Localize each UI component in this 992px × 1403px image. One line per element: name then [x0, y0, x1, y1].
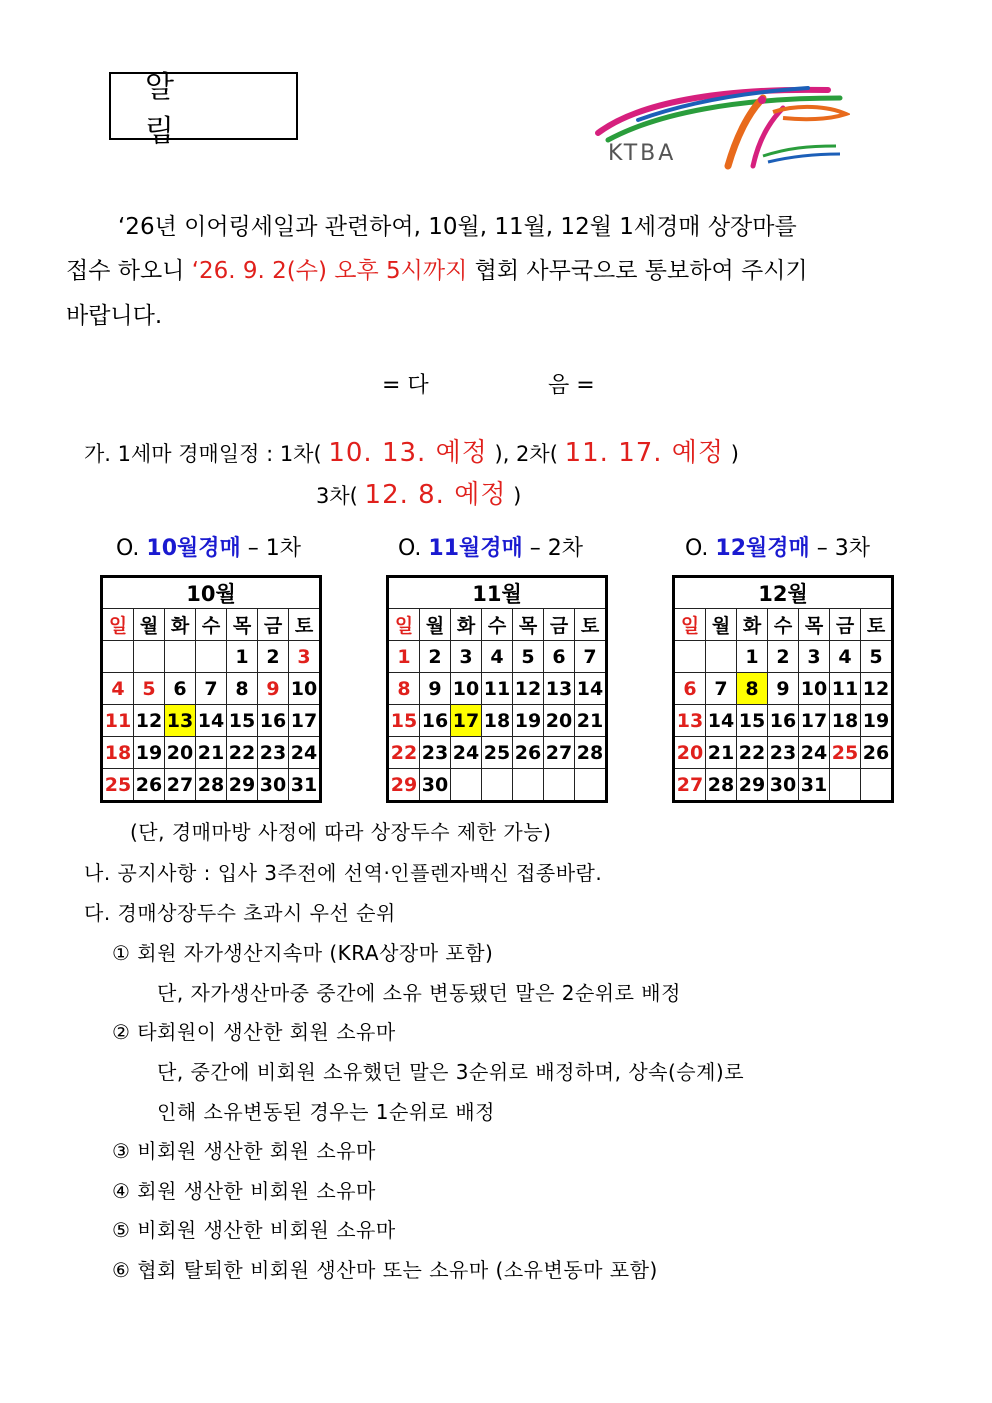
schedule-line2-end: ) [513, 484, 522, 508]
calendar-label-dec [685, 531, 870, 562]
calendar-day-cell: 20 [674, 737, 706, 769]
weekday-header: 목 [513, 609, 544, 641]
calendar-day-cell: 1 [227, 641, 258, 673]
weekday-header: 금 [258, 609, 289, 641]
intro-line-2-pre: 접수 하오니 [66, 258, 192, 284]
calendar-day-cell: 24 [289, 737, 321, 769]
calendar-day-cell: 12 [861, 673, 893, 705]
calendar-day-cell: 6 [165, 673, 196, 705]
calendar-day-cell: 11 [482, 673, 513, 705]
calendar-day-cell: 15 [388, 705, 420, 737]
schedule-date-3: 12. 8. 예정 [364, 480, 507, 510]
calendar-label-nov [398, 531, 583, 562]
calendar-day-cell: 1 [737, 641, 768, 673]
weekday-header: 일 [102, 609, 134, 641]
calendar-day-cell: 12 [513, 673, 544, 705]
calendar-label-prefix: O. [116, 536, 147, 561]
schedule-line-2 [316, 474, 521, 511]
calendar-day-cell: 27 [674, 769, 706, 802]
calendar-day-cell: 30 [258, 769, 289, 802]
calendar-day-cell: 23 [420, 737, 451, 769]
calendar-day-cell: 18 [830, 705, 861, 737]
priority-item-1: ① 회원 자가생산지속마 (KRA상장마 포함) [112, 941, 494, 965]
calendar-label-round: – 3차 [809, 536, 871, 561]
calendar-day-cell: 16 [420, 705, 451, 737]
calendar-day-cell: 6 [674, 673, 706, 705]
weekday-header: 화 [165, 609, 196, 641]
calendar-day-cell: 5 [861, 641, 893, 673]
calendar-day-cell: 15 [737, 705, 768, 737]
calendar-day-cell: 2 [420, 641, 451, 673]
calendar-day-cell: 9 [768, 673, 799, 705]
notice-title: 알 림 [109, 72, 298, 140]
calendar-day-cell [830, 769, 861, 802]
calendar-day-cell: 4 [482, 641, 513, 673]
calendar-day-cell: 2 [258, 641, 289, 673]
schedule-date-2: 11. 17. 예정 [564, 438, 725, 468]
priority-item-2-note-cont: 인해 소유변동된 경우는 1순위로 배정 [157, 1100, 495, 1124]
calendar-day-cell: 5 [134, 673, 165, 705]
auction-day-cell: 17 [451, 705, 482, 737]
calendar-day-cell: 10 [451, 673, 482, 705]
heading-left: = 다 [382, 373, 429, 398]
weekday-header: 목 [227, 609, 258, 641]
weekday-header: 화 [451, 609, 482, 641]
weekday-header: 수 [768, 609, 799, 641]
weekday-header: 수 [482, 609, 513, 641]
weekday-header: 수 [196, 609, 227, 641]
schedule-end: ) [730, 442, 739, 466]
priority-item-1-note: 단, 자가생산마중 중간에 소유 변동됐던 말은 2순위로 배정 [157, 981, 681, 1005]
calendar-day-cell: 4 [102, 673, 134, 705]
calendar-day-cell: 2 [768, 641, 799, 673]
weekday-header: 일 [674, 609, 706, 641]
calendar-day-cell: 19 [134, 737, 165, 769]
calendar-day-cell: 29 [388, 769, 420, 802]
weekday-header: 목 [799, 609, 830, 641]
calendar-day-cell: 1 [388, 641, 420, 673]
priority-item-5: ⑤ 비회원 생산한 비회원 소유마 [112, 1218, 396, 1242]
calendar-day-cell: 20 [165, 737, 196, 769]
calendar-day-cell: 30 [768, 769, 799, 802]
calendar-month-title: 12월 [674, 577, 893, 609]
calendar-day-cell: 11 [102, 705, 134, 737]
schedule-line2-pre: 3차( [316, 484, 358, 508]
calendar-day-cell [674, 641, 706, 673]
calendar-day-cell: 29 [737, 769, 768, 802]
priority-item-2: ② 타회원이 생산한 회원 소유마 [112, 1020, 396, 1044]
calendar-day-cell: 3 [289, 641, 321, 673]
calendar-day-cell: 12 [134, 705, 165, 737]
schedule-date-1: 10. 13. 예정 [328, 438, 488, 468]
calendar-day-cell: 14 [575, 673, 607, 705]
calendar-day-cell: 13 [544, 673, 575, 705]
calendar-label-oct [116, 531, 301, 562]
calendar-day-cell [482, 769, 513, 802]
calendar-day-cell: 25 [482, 737, 513, 769]
weekday-header: 토 [861, 609, 893, 641]
calendar-day-cell: 26 [513, 737, 544, 769]
calendar-day-cell [134, 641, 165, 673]
calendar-day-cell [513, 769, 544, 802]
deadline-text: ‘26. 9. 2(수) 오후 5시까지 [191, 258, 468, 284]
ktba-logo [578, 78, 850, 170]
calendar-label-month: 12월경매 [715, 536, 810, 561]
calendar-november [386, 575, 608, 803]
notice-item: 나. 공지사항 : 입사 3주전에 선역·인플렌자백신 접종바람. [84, 861, 603, 885]
calendar-day-cell: 8 [388, 673, 420, 705]
calendar-day-cell: 6 [544, 641, 575, 673]
calendar-day-cell: 10 [289, 673, 321, 705]
limit-note: (단, 경매마방 사정에 따라 상장두수 제한 가능) [130, 820, 552, 844]
heading-right: 음 = [548, 373, 595, 398]
weekday-header: 월 [706, 609, 737, 641]
calendar-label-prefix: O. [398, 536, 429, 561]
calendar-day-cell [706, 641, 737, 673]
calendar-day-cell [544, 769, 575, 802]
intro-line-1: ‘26년 이어링세일과 관련하여, 10월, 11월, 12월 1세경매 상장마를 [118, 214, 797, 240]
calendar-day-cell: 24 [451, 737, 482, 769]
calendar-day-cell: 28 [706, 769, 737, 802]
calendar-day-cell: 30 [420, 769, 451, 802]
calendar-day-cell: 21 [196, 737, 227, 769]
calendar-day-cell: 29 [227, 769, 258, 802]
calendar-day-cell: 21 [575, 705, 607, 737]
calendar-day-cell: 7 [196, 673, 227, 705]
intro-line-3: 바랍니다. [66, 303, 163, 329]
calendar-day-cell: 22 [388, 737, 420, 769]
calendar-day-cell: 13 [674, 705, 706, 737]
priority-item-4: ④ 회원 생산한 비회원 소유마 [112, 1179, 376, 1203]
schedule-line-1 [84, 432, 739, 469]
calendar-day-cell [451, 769, 482, 802]
calendar-day-cell: 22 [227, 737, 258, 769]
calendar-day-cell: 22 [737, 737, 768, 769]
calendar-december [672, 575, 894, 803]
weekday-header: 일 [388, 609, 420, 641]
calendar-label-round: – 1차 [240, 536, 302, 561]
calendar-day-cell: 3 [451, 641, 482, 673]
calendar-day-cell: 26 [861, 737, 893, 769]
calendar-day-cell: 4 [830, 641, 861, 673]
calendar-day-cell: 9 [420, 673, 451, 705]
calendar-day-cell [165, 641, 196, 673]
calendar-label-month: 10월경매 [146, 536, 241, 561]
calendar-day-cell: 7 [575, 641, 607, 673]
calendar-day-cell: 21 [706, 737, 737, 769]
weekday-header: 금 [830, 609, 861, 641]
calendar-day-cell: 18 [482, 705, 513, 737]
auction-day-cell: 13 [165, 705, 196, 737]
auction-day-cell: 8 [737, 673, 768, 705]
calendar-day-cell: 19 [513, 705, 544, 737]
calendar-day-cell: 27 [165, 769, 196, 802]
calendar-label-prefix: O. [685, 536, 716, 561]
weekday-header: 토 [575, 609, 607, 641]
calendar-day-cell: 25 [102, 769, 134, 802]
calendar-day-cell: 7 [706, 673, 737, 705]
weekday-header: 화 [737, 609, 768, 641]
calendar-day-cell: 3 [799, 641, 830, 673]
calendar-month-title: 10월 [102, 577, 321, 609]
calendar-day-cell: 8 [227, 673, 258, 705]
schedule-mid: ), 2차( [494, 442, 558, 466]
weekday-header: 금 [544, 609, 575, 641]
calendar-day-cell: 14 [196, 705, 227, 737]
calendar-label-month: 11월경매 [428, 536, 523, 561]
calendar-day-cell: 17 [799, 705, 830, 737]
calendar-day-cell: 10 [799, 673, 830, 705]
calendar-day-cell: 23 [768, 737, 799, 769]
calendar-day-cell: 16 [258, 705, 289, 737]
calendar-day-cell [861, 769, 893, 802]
logo-text: KTBA [608, 141, 677, 166]
calendar-day-cell: 19 [861, 705, 893, 737]
calendar-month-title: 11월 [388, 577, 607, 609]
calendar-october [100, 575, 322, 803]
weekday-header: 월 [420, 609, 451, 641]
calendar-day-cell: 28 [575, 737, 607, 769]
calendar-day-cell [575, 769, 607, 802]
calendar-day-cell: 16 [768, 705, 799, 737]
calendar-day-cell: 25 [830, 737, 861, 769]
calendar-day-cell: 20 [544, 705, 575, 737]
calendar-day-cell: 14 [706, 705, 737, 737]
weekday-header: 월 [134, 609, 165, 641]
calendar-day-cell: 15 [227, 705, 258, 737]
calendar-label-round: – 2차 [522, 536, 584, 561]
priority-item-3: ③ 비회원 생산한 회원 소유마 [112, 1139, 376, 1163]
calendar-day-cell: 27 [544, 737, 575, 769]
calendar-day-cell: 18 [102, 737, 134, 769]
calendar-day-cell [102, 641, 134, 673]
calendar-day-cell: 28 [196, 769, 227, 802]
calendar-day-cell: 23 [258, 737, 289, 769]
priority-item-2-note: 단, 중간에 비회원 소유했던 말은 3순위로 배정하며, 상속(승계)로 [157, 1060, 745, 1084]
calendar-day-cell: 31 [289, 769, 321, 802]
calendar-day-cell [196, 641, 227, 673]
calendar-day-cell: 17 [289, 705, 321, 737]
calendar-day-cell: 9 [258, 673, 289, 705]
calendar-day-cell: 11 [830, 673, 861, 705]
priority-title: 다. 경매상장두수 초과시 우선 순위 [84, 901, 396, 925]
calendar-day-cell: 31 [799, 769, 830, 802]
calendar-day-cell: 24 [799, 737, 830, 769]
priority-item-6: ⑥ 협회 탈퇴한 비회원 생산마 또는 소유마 (소유변동마 포함) [112, 1258, 658, 1282]
intro-line-2 [66, 252, 808, 285]
weekday-header: 토 [289, 609, 321, 641]
calendar-day-cell: 26 [134, 769, 165, 802]
calendar-day-cell: 5 [513, 641, 544, 673]
intro-line-2-post: 협회 사무국으로 통보하여 주시기 [467, 258, 808, 284]
schedule-prefix: 가. 1세마 경매일정 : 1차( [84, 442, 322, 466]
